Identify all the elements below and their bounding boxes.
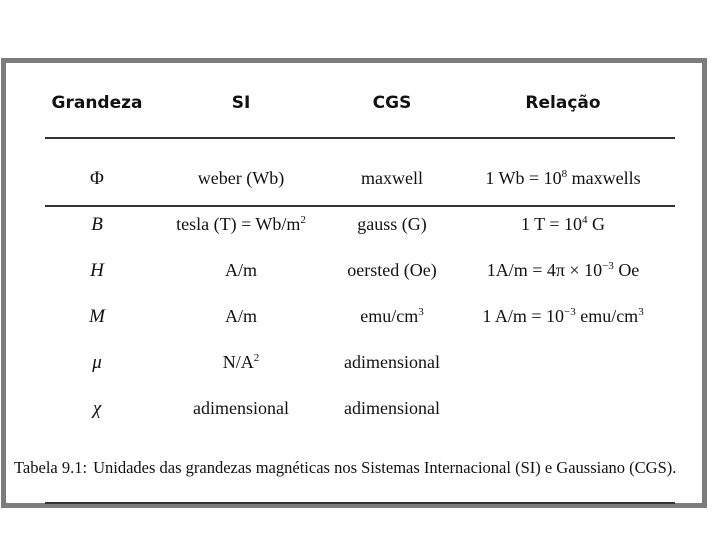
table-row-si: A/m [224, 306, 258, 326]
table-row-cgs: adimensional [344, 352, 440, 372]
table-row-relacao: 1 $A/m = 10^{-3}$ emu/$cm^3$ [482, 306, 644, 326]
document-frame [1, 58, 707, 508]
table-row-si: weber (Wb) [197, 168, 285, 188]
table-bottom-rule [45, 502, 675, 504]
table-row-symbol: H [90, 260, 104, 281]
table-row-relacao: 1 $Wb = 10^8$ maxwells [485, 168, 641, 188]
header-si: SI [231, 93, 251, 113]
header-cgs: CGS [372, 93, 412, 113]
table-row-relacao: $1A/m = 4\pi \times 10^{-3}$ Oe [486, 260, 640, 280]
caption-text: Unidades das grandezas magnéticas nos Sistemas Internacional (SI) e Gaussiano (CGS). [93, 458, 677, 477]
header-relacao: Relação [525, 93, 601, 113]
table-row-cgs: gauss (G) [357, 214, 427, 234]
table-row-si: $N/A^2$ [222, 352, 260, 372]
table-row-si: A/m [224, 260, 258, 280]
table-row-si: adimensional [193, 398, 289, 418]
table-row-symbol: μ [92, 352, 102, 373]
header-grandeza: Grandeza [51, 93, 143, 113]
table-caption [14, 455, 704, 480]
table-row-symbol: χ [92, 398, 102, 419]
table-row-cgs: oersted (Oe) [347, 260, 437, 280]
table-row-cgs: emu/$cm^3$ [360, 306, 424, 326]
table-row-cgs: adimensional [344, 398, 440, 418]
table-row-symbol: B [91, 214, 103, 235]
table-row-relacao: 1 $T = 10^4$ G [521, 214, 605, 234]
table-top-rule [45, 137, 675, 139]
table-row-cgs: maxwell [361, 168, 423, 188]
table-row-symbol: M [89, 306, 105, 327]
table-row-si: tesla $(T) = Wb/m^2$ [176, 214, 306, 234]
table-header-rule [45, 205, 675, 207]
table-row-symbol: Φ [90, 168, 104, 189]
caption-label: Tabela 9.1: [14, 458, 88, 477]
